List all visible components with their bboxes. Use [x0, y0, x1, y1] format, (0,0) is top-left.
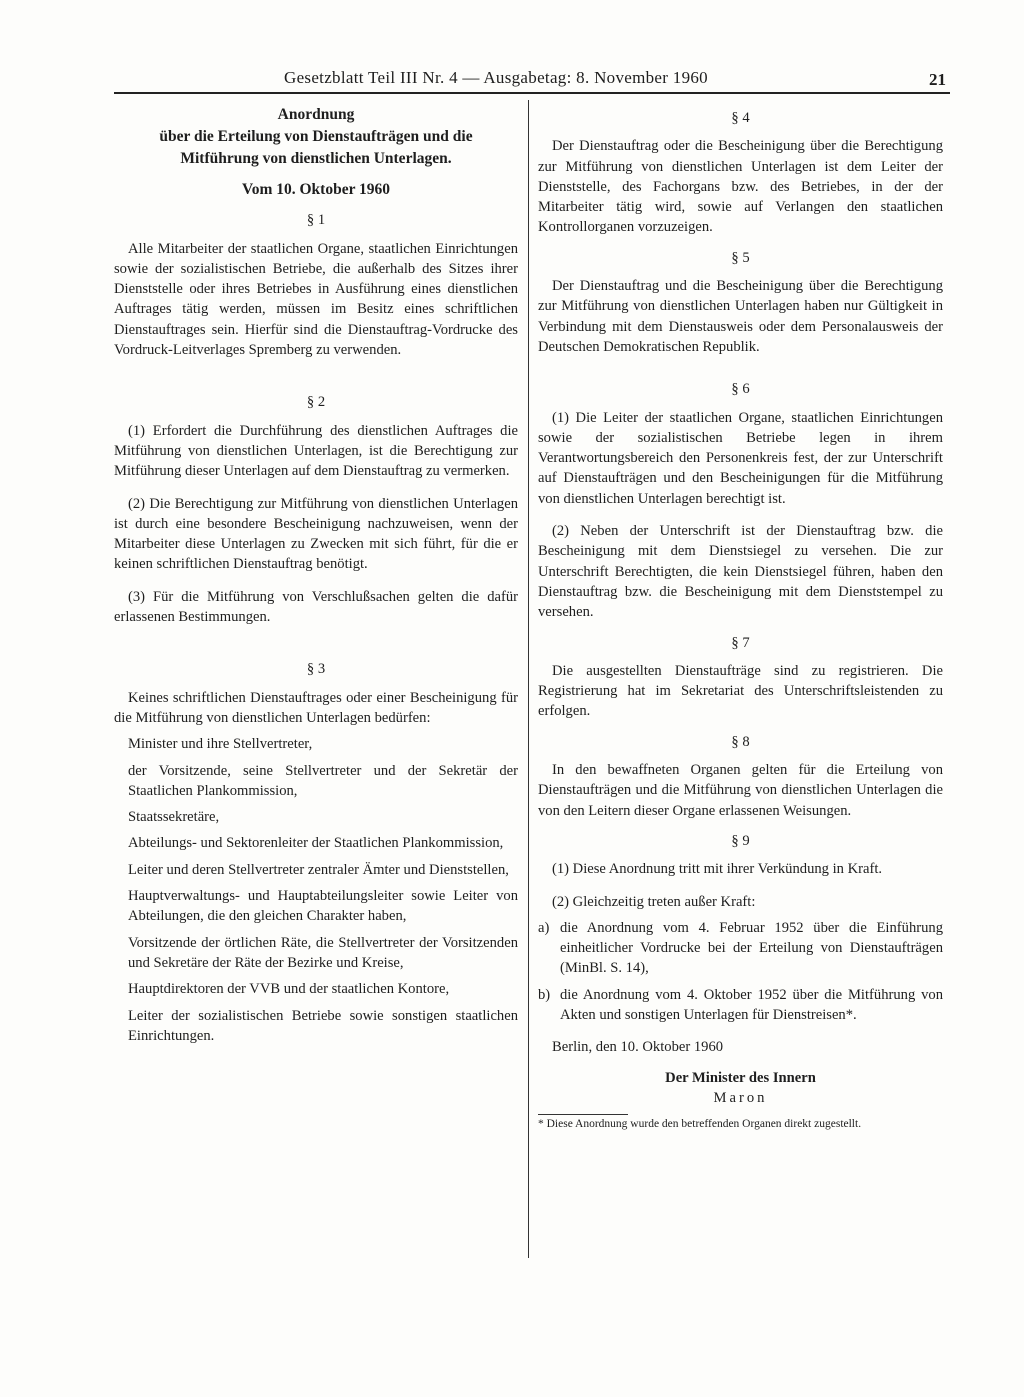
document-title [114, 104, 518, 170]
section-heading-5: § 5 [731, 249, 750, 266]
list-item: Leiter und deren Stellvertreter zentraler Ämter und Dienststellen, [128, 861, 509, 878]
title-line: Mitführung von dienstlichen Unterlagen. [180, 150, 452, 167]
section-5-text: Der Dienstauftrag und die Bescheinigung über die Berechtigung zur Mitführung von dienstlichen Unterlagen haben nur Gültigkeit in Verbindung mit dem Dienstausweis oder dem Personalausweis der Deutschen Demokratischen Republik. [538, 278, 943, 355]
repealed-item-a [538, 918, 943, 979]
section-4-text: Der Dienstauftrag oder die Bescheinigung über die Berechtigung zur Mitführung von dienstlichen Unterlagen ist dem Leiter der Dienststelle, des Fachorgans bzw. des Betriebes, in der der Mitarbeiter tätig wird, sowie auf Verlangen den staatlichen Kontrollorganen vorzuzeigen. [538, 138, 943, 236]
footnote-divider [538, 1114, 628, 1115]
title-line: über die Erteilung von Dienstaufträgen und die [159, 128, 473, 145]
section-1-text: Alle Mitarbeiter der staatlichen Organe, staatlichen Einrichtungen sowie der sozialistischen Betriebe, die außerhalb des Sitzes ihrer Dienststelle oder ihres Betriebes in Ausführung eines dienstlichen Auftrages tätig werden, müssen im Besitz eines schriftlichen Dienstauftrages sein. Hierfür sind die Dienstauftrag-Vordrucke des Vordruck-Leitverlages Spremberg zu verwenden. [114, 240, 518, 359]
section-6-paragraph-1: (1) Die Leiter der staatlichen Organe, staatlichen Einrichtungen sowie der sozialistischen Betriebe legen in ihrem Verantwortungsbereich den Personenkreis fest, der zur Unterschrift auf Dienstaufträgen und den Bescheinigungen für die Mitführung von dienstlichen Unterlagen berechtigt ist. [538, 409, 943, 507]
list-item: Hauptdirektoren der VVB und der staatlichen Kontore, [128, 981, 450, 998]
section-7-text: Die ausgestellten Dienstaufträge sind zu registrieren. Die Registrierung hat im Sekretariat des Unterschriftsleistenden zu erfolgen. [538, 662, 943, 720]
section-heading-2: § 2 [306, 394, 326, 411]
signatory-name: Maron [713, 1089, 768, 1106]
item-text: die Anordnung vom 4. Oktober 1952 über die Mitführung von Akten und sonstigen Unterlagen für Dienstreisen*. [560, 986, 943, 1023]
document-date: Vom 10. Oktober 1960 [241, 181, 391, 198]
place-and-date: Berlin, den 10. Oktober 1960 [552, 1039, 724, 1056]
section-heading-8: § 8 [731, 733, 750, 750]
section-heading-6: § 6 [731, 381, 750, 398]
section-heading-7: § 7 [731, 634, 750, 651]
section-2-paragraph-1: (1) Erfordert die Durchführung des dienstlichen Auftrages die Mitführung von dienstlichen Unterlagen, ist die Berechtigung zur Mitführung dieser Unterlagen auf dem Dienstauftrag zu vermerken. [114, 422, 518, 480]
gazette-title: Gesetzblatt Teil III Nr. 4 — Ausgabetag: 8. November 1960 [284, 68, 708, 87]
left-column [114, 104, 518, 1046]
section-heading-3: § 3 [306, 661, 326, 678]
header-divider [114, 92, 950, 94]
section-heading-9: § 9 [731, 832, 750, 849]
section-heading-4: § 4 [731, 110, 750, 126]
page-number: 21 [929, 70, 946, 89]
section-3-intro: Keines schriftlichen Dienstauftrages oder einer Bescheinigung für die Mitführung von dienstlichen Unterlagen bedürfen: [114, 689, 518, 726]
section-2-paragraph-2: (2) Die Berechtigung zur Mitführung von dienstlichen Unterlagen ist durch eine besondere Bescheinigung nachzuweisen, wenn der Mitarbeiter diese Unterlagen zu Zwecken mit sich führt, für die er keinen schriftlichen Dienstauftrag benötigt. [114, 495, 518, 573]
section-heading-1: § 1 [306, 212, 326, 229]
right-column [538, 104, 943, 1131]
section-6-paragraph-2: (2) Neben der Unterschrift ist der Dienstauftrag bzw. die Bescheinigung mit dem Dienstsiegel zu versehen. Die zur Unterschrift Berechtigten, die kein Dienstsiegel führen, haben den Dienstauftrag bzw. die Bescheinigung mit dem Dienststempel zu versehen. [538, 523, 943, 621]
item-label: b) [538, 986, 551, 1003]
repealed-item-b [538, 985, 943, 1026]
list-item: der Vorsitzende, seine Stellvertreter und der Sekretär der Staatlichen Plankommission, [128, 762, 518, 799]
footnote: * Diese Anordnung wurde den betreffenden Organen direkt zugestellt. [538, 1118, 862, 1131]
item-label: a) [538, 919, 550, 936]
section-8-text: In den bewaffneten Organen gelten für die Erteilung von Dienstaufträgen und die Mitführung von dienstlichen Unterlagen die von den Leitern dieser Organe erlassenen Weisungen. [538, 762, 943, 819]
list-item: Leiter der sozialistischen Betriebe sowie sonstigen staatlichen Einrichtungen. [128, 1007, 518, 1044]
section-9-paragraph-1: (1) Diese Anordnung tritt mit ihrer Verkündung in Kraft. [552, 861, 883, 878]
list-item: Hauptverwaltungs- und Hauptabteilungsleiter sowie Leiter von Abteilungen, die den gleichen Charakter haben, [128, 888, 518, 925]
list-item: Staatssekretäre, [128, 809, 220, 826]
section-2-paragraph-3: (3) Für die Mitführung von Verschlußsachen gelten die dafür erlassenen Bestimmungen. [114, 588, 518, 626]
list-item: Minister und ihre Stellvertreter, [128, 736, 313, 753]
page-header [114, 68, 950, 94]
title-line: Anordnung [277, 106, 355, 123]
list-item: Vorsitzende der örtlichen Räte, die Stellvertreter der Vorsitzenden und Sekretäre der Räte der Bezirke und Kreise, [128, 934, 518, 971]
section-9-paragraph-2: (2) Gleichzeitig treten außer Kraft: [552, 893, 756, 910]
signatory-title: Der Minister des Innern [665, 1069, 816, 1086]
item-text: die Anordnung vom 4. Februar 1952 über die Einführung einheitlicher Vordrucke bei der Erteilung von Dienstaufträgen (MinBl. S. 14), [560, 919, 943, 977]
column-divider [528, 100, 529, 1258]
list-item: Abteilungs- und Sektorenleiter der Staatlichen Plankommission, [128, 835, 504, 852]
